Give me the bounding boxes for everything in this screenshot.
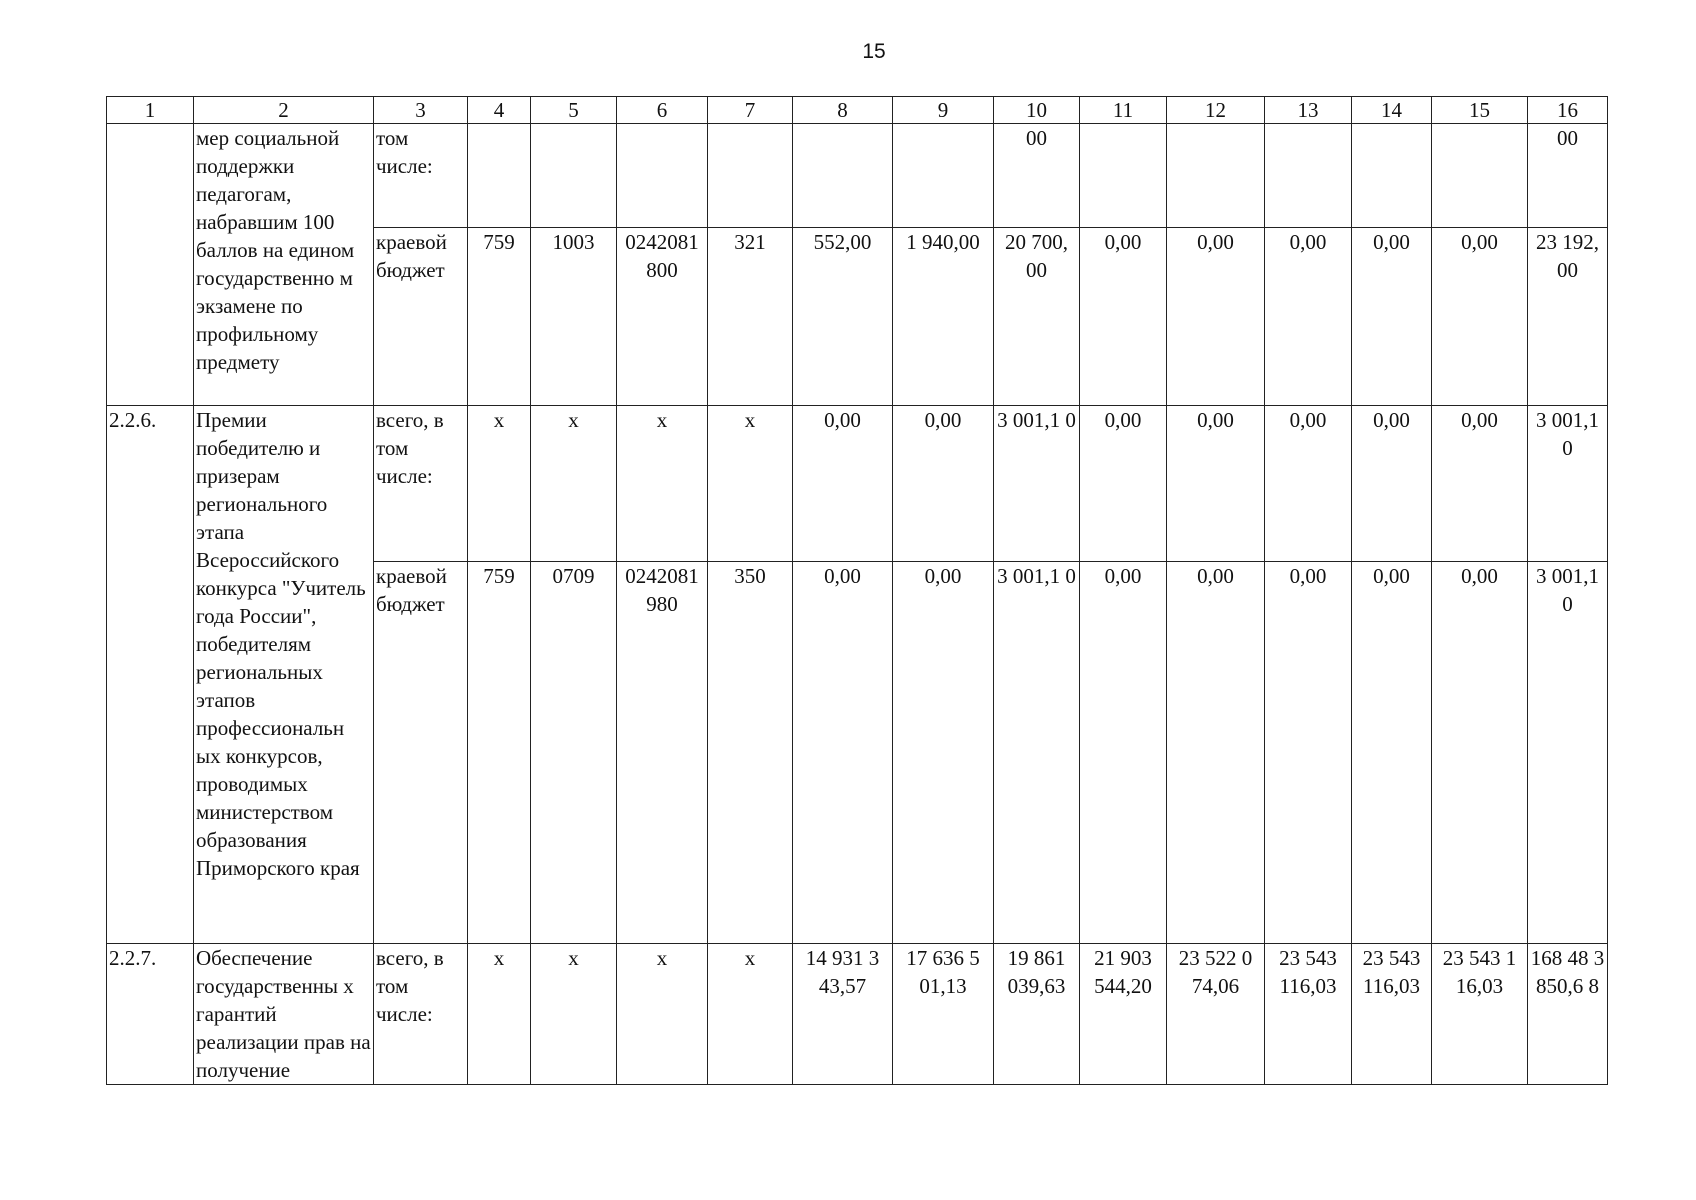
- table-cell: [708, 124, 793, 228]
- table-cell: 0,00: [1080, 406, 1167, 562]
- page-number: 15: [862, 40, 886, 63]
- table-cell: х: [617, 406, 708, 562]
- table-cell: 321: [708, 228, 793, 406]
- table-cell: 0,00: [793, 406, 893, 562]
- table-cell: 3 001,1 0: [1528, 562, 1608, 944]
- table-cell: 168 48 3 850,6 8: [1528, 944, 1608, 1085]
- column-header: 7: [708, 97, 793, 124]
- table-cell: х: [617, 944, 708, 1085]
- table-cell: 0242081 800: [617, 228, 708, 406]
- column-header: 14: [1352, 97, 1432, 124]
- funding-source-cell: всего, в том числе:: [374, 944, 468, 1085]
- table-cell: 23 543 1 16,03: [1432, 944, 1528, 1085]
- table-cell: 19 861 039,63: [994, 944, 1080, 1085]
- column-header: 2: [194, 97, 374, 124]
- table-cell: 17 636 5 01,13: [893, 944, 994, 1085]
- table-cell: 1003: [531, 228, 617, 406]
- item-number-cell: 2.2.6.: [107, 406, 194, 944]
- table-cell: 0,00: [1265, 406, 1352, 562]
- table-cell: [793, 124, 893, 228]
- column-header: 5: [531, 97, 617, 124]
- table-cell: х: [708, 406, 793, 562]
- table-cell: 0,00: [1352, 228, 1432, 406]
- table-cell: 23 543 116,03: [1265, 944, 1352, 1085]
- table-cell: х: [708, 944, 793, 1085]
- table-cell: 00: [1528, 124, 1608, 228]
- table-cell: 0,00: [1352, 562, 1432, 944]
- table-cell: [468, 124, 531, 228]
- table-cell: 0,00: [1167, 406, 1265, 562]
- table-cell: [893, 124, 994, 228]
- table-cell: 552,00: [793, 228, 893, 406]
- table-cell: 350: [708, 562, 793, 944]
- table-cell: 0242081 980: [617, 562, 708, 944]
- column-header: 15: [1432, 97, 1528, 124]
- column-header: 6: [617, 97, 708, 124]
- table-cell: [531, 124, 617, 228]
- table-cell: 0,00: [1080, 228, 1167, 406]
- column-number-row: [107, 97, 1608, 124]
- table-cell: 0,00: [1080, 562, 1167, 944]
- table-cell: х: [468, 406, 531, 562]
- table-cell: х: [468, 944, 531, 1085]
- table-cell: 759: [468, 228, 531, 406]
- table-row: [107, 124, 1608, 228]
- funding-source-cell: всего, в том числе:: [374, 406, 468, 562]
- table-cell: 0709: [531, 562, 617, 944]
- table-cell: 3 001,1 0: [994, 406, 1080, 562]
- item-number-cell: 2.2.7.: [107, 944, 194, 1085]
- table-cell: 0,00: [893, 562, 994, 944]
- column-header: 1: [107, 97, 194, 124]
- table-cell: 0,00: [1352, 406, 1432, 562]
- table-cell: 23 543 116,03: [1352, 944, 1432, 1085]
- table-cell: 14 931 3 43,57: [793, 944, 893, 1085]
- funding-source-cell: краевой бюджет: [374, 562, 468, 944]
- table-cell: 0,00: [1432, 406, 1528, 562]
- table-row: [107, 406, 1608, 562]
- table-cell: 1 940,00: [893, 228, 994, 406]
- table-cell: [1432, 124, 1528, 228]
- table-cell: 0,00: [1432, 228, 1528, 406]
- funding-source-cell: том числе:: [374, 124, 468, 228]
- column-header: 9: [893, 97, 994, 124]
- table-cell: [617, 124, 708, 228]
- table-cell: [1167, 124, 1265, 228]
- table-cell: 0,00: [1167, 228, 1265, 406]
- table-cell: [1265, 124, 1352, 228]
- table-cell: 21 903 544,20: [1080, 944, 1167, 1085]
- table-cell: 0,00: [1265, 562, 1352, 944]
- table-cell: 759: [468, 562, 531, 944]
- column-header: 12: [1167, 97, 1265, 124]
- table-cell: 0,00: [793, 562, 893, 944]
- column-header: 4: [468, 97, 531, 124]
- column-header: 13: [1265, 97, 1352, 124]
- table-cell: 00: [994, 124, 1080, 228]
- item-name-cell: Обеспечение государственны х гарантий реализации прав на получение: [194, 944, 374, 1085]
- table-row: [107, 944, 1608, 1085]
- column-header: 8: [793, 97, 893, 124]
- column-header: 11: [1080, 97, 1167, 124]
- item-name-cell: Премии победителю и призерам регионального этапа Всероссийского конкурса "Учитель года России", победителям региональных этапов профессиональн ых конкурсов, проводимых министерством образования Приморского края: [194, 406, 374, 944]
- column-header: 3: [374, 97, 468, 124]
- table-cell: х: [531, 944, 617, 1085]
- item-name-cell: мер социальной поддержки педагогам, набравшим 100 баллов на едином государственно м экзамене по профильному предмету: [194, 124, 374, 406]
- table-cell: 3 001,1 0: [994, 562, 1080, 944]
- table-cell: [1080, 124, 1167, 228]
- budget-table: [106, 96, 1608, 1085]
- table-cell: 20 700, 00: [994, 228, 1080, 406]
- item-number-cell: [107, 124, 194, 406]
- table-cell: 0,00: [1432, 562, 1528, 944]
- table-cell: 23 192, 00: [1528, 228, 1608, 406]
- table-cell: 0,00: [1265, 228, 1352, 406]
- table-cell: 0,00: [893, 406, 994, 562]
- column-header: 10: [994, 97, 1080, 124]
- table-cell: 0,00: [1167, 562, 1265, 944]
- funding-source-cell: краевой бюджет: [374, 228, 468, 406]
- table-cell: [1352, 124, 1432, 228]
- table-cell: 23 522 0 74,06: [1167, 944, 1265, 1085]
- table-cell: х: [531, 406, 617, 562]
- column-header: 16: [1528, 97, 1608, 124]
- table-cell: 3 001,1 0: [1528, 406, 1608, 562]
